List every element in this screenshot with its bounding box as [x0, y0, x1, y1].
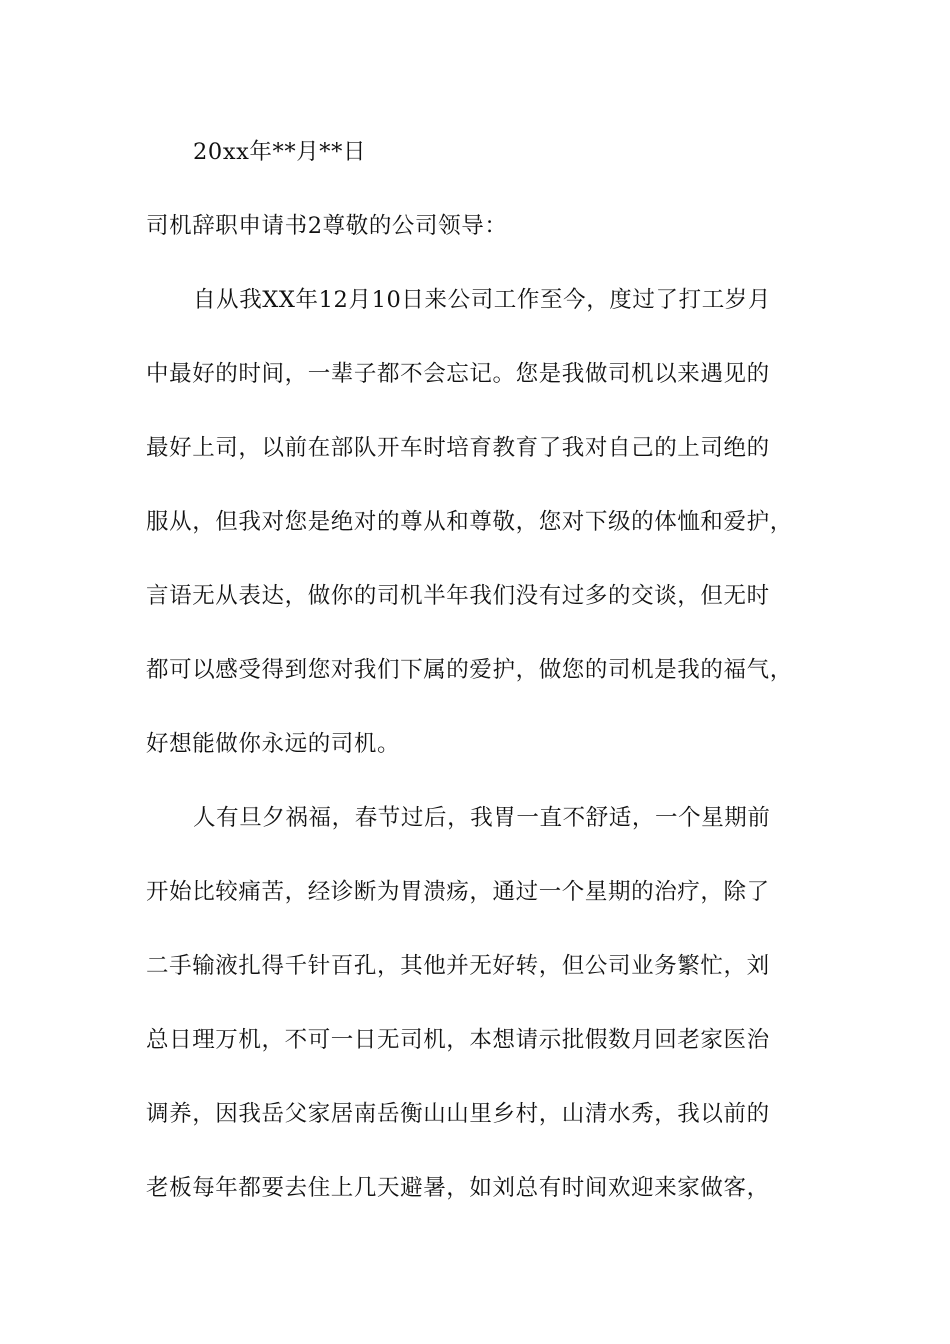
- paragraph-2-line-1: 人有旦夕祸福，春节过后，我胃一直不舒适，一个星期前: [193, 805, 771, 831]
- paragraph-1-line-5: 言语无从表达，做你的司机半年我们没有过多的交谈，但无时: [146, 583, 770, 609]
- letter-heading: 司机辞职申请书2尊敬的公司领导：: [146, 213, 508, 239]
- paragraph-2-line-2: 开始比较痛苦，经诊断为胃溃疡，通过一个星期的治疗，除了: [146, 879, 770, 905]
- paragraph-2-line-5: 调养，因我岳父家居南岳衡山山里乡村，山清水秀，我以前的: [146, 1101, 770, 1127]
- paragraph-1-line-4: 服从，但我对您是绝对的尊从和尊敬，您对下级的体恤和爱护，: [146, 509, 793, 535]
- paragraph-2-line-3: 二手输液扎得千针百孔，其他并无好转，但公司业务繁忙，刘: [146, 953, 770, 979]
- paragraph-1-line-2: 中最好的时间，一辈子都不会忘记。您是我做司机以来遇见的: [146, 361, 770, 387]
- paragraph-1-line-7: 好想能做你永远的司机。: [146, 731, 401, 757]
- paragraph-1-line-3: 最好上司，以前在部队开车时培育教育了我对自己的上司绝的: [146, 435, 770, 461]
- paragraph-2-line-6: 老板每年都要去住上几天避暑，如刘总有时间欢迎来家做客，: [146, 1175, 770, 1201]
- paragraph-1-line-6: 都可以感受得到您对我们下属的爱护，做您的司机是我的福气，: [146, 657, 793, 683]
- paragraph-1-line-1: 自从我XX年12月10日来公司工作至今，度过了打工岁月: [193, 287, 771, 313]
- paragraph-2-line-4: 总日理万机，不可一日无司机，本想请示批假数月回老家医治: [146, 1027, 770, 1053]
- date-line: 20xx年**月**日: [193, 139, 367, 165]
